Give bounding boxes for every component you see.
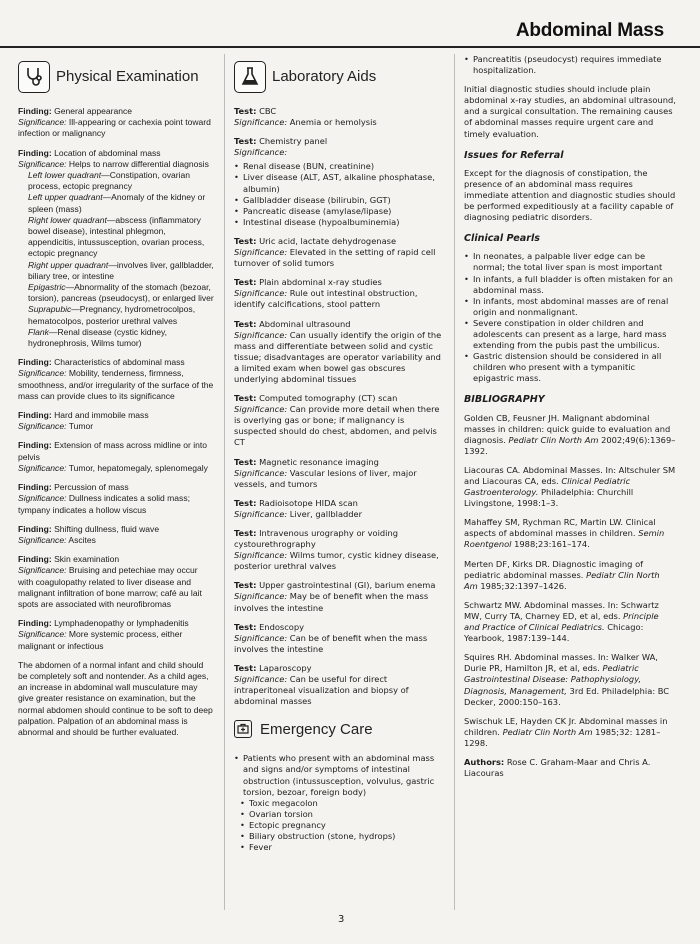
location-term: Left upper quadrant [28, 192, 103, 203]
list-item: • Pancreatic disease (amylase/lipase) [234, 206, 444, 217]
significance-text: Can be of benefit when the mass involves the intestine [234, 632, 428, 654]
test-label: Test: [234, 277, 257, 288]
citation-text: Merten DF, Kirks DR. Diagnostic imaging of pediatric abdominal masses. [464, 558, 644, 580]
location-desc: —abscess (inflammatory bowel disease), intestinal phlegmon, appendicitis, intussusception, ovarian process, ectopic pregnancy [28, 214, 205, 259]
citation-details: Philadelphia: Churchill Livingstone, 1998:1–3. [464, 487, 634, 509]
significance-label: Significance: [18, 493, 67, 504]
citation-text: Squires RH. Abdominal masses. In: Walker WA, Durie PR, Hamilton JR, et al, eds. [464, 652, 658, 674]
location-desc: —involves liver, gallbladder, biliary tree, or intestine [28, 259, 214, 281]
finding-line [18, 357, 214, 368]
significance-label: Significance: [18, 117, 67, 128]
significance-text: Ascites [68, 534, 96, 545]
significance-label: Significance: [18, 565, 67, 576]
pearls-list [464, 251, 676, 384]
test-label: Test: [234, 528, 257, 538]
location-term: Epigastric [28, 282, 66, 293]
location-item [28, 282, 214, 304]
test-line [234, 236, 444, 247]
test-entry [234, 580, 444, 613]
significance-text: Rule out intestinal obstruction, identify calcifications, stool pattern [234, 288, 418, 310]
location-desc: —Renal disease (cystic kidney, hydronephrosis, Wilms tumor) [28, 326, 168, 349]
location-term: Left lower quadrant [28, 170, 102, 181]
test-entry [234, 136, 444, 228]
significance-text: Ill-appearing or cachexia point toward infection or malignancy [18, 117, 211, 139]
significance-text: Vascular lesions of liver, major vessels, and tumors [234, 467, 417, 489]
significance-label: Significance: [18, 534, 67, 545]
right-column [464, 54, 676, 787]
test-text: Magnetic resonance imaging [259, 456, 379, 467]
finding-label: Finding: [18, 357, 52, 368]
finding-entry [18, 524, 214, 546]
citation-source: Pediatric Gastrointestinal Disease: Pathophysiology, Diagnosis, Management, [464, 663, 642, 696]
significance-line [18, 535, 214, 546]
significance-label: Significance: [234, 467, 288, 478]
citation-text: Schwartz MW. Abdominal masses. In: Schwartz MW, Curry TA, Charney ED, et al, eds. [464, 599, 659, 621]
page-number: 3 [338, 914, 345, 925]
finding-label: Finding: [18, 618, 52, 629]
significance-line [234, 550, 444, 572]
significance-label: Significance: [234, 288, 288, 299]
citation-source: Clinical Pediatric Gastroenterology. [464, 476, 631, 498]
test-entry [234, 277, 444, 310]
test-line [234, 528, 444, 550]
finding-line [18, 148, 214, 159]
significance-text: Dullness indicates a solid mass; tympany indicates a hollow viscus [18, 493, 190, 515]
test-entry [234, 319, 444, 386]
finding-entry [18, 482, 214, 516]
bibliography-entry [464, 652, 676, 707]
significance-text: Liver, gallbladder [289, 508, 363, 519]
significance-text: Tumor [68, 421, 94, 432]
test-line [234, 277, 444, 288]
referral-paragraph: Except for the diagnosis of constipation, the presence of an abdominal mass requires immediate attention and diagnostic studies should be performed expeditiously at a facility capable of diagnosing pediatric disorders. [464, 167, 676, 223]
list-item: • Renal disease (BUN, creatinine) [234, 161, 444, 172]
test-entry [234, 106, 444, 128]
citation-details: Chicago: Yearbook, 1987:139–144. [464, 622, 644, 644]
citation-source: Pediatr Clin North Am [502, 726, 593, 737]
significance-line [234, 509, 444, 520]
significance-label: Significance: [18, 158, 67, 169]
significance-line [18, 565, 214, 610]
significance-line [234, 404, 444, 448]
finding-line [18, 410, 214, 421]
pearls-heading: Clinical Pearls [464, 233, 541, 245]
test-text: Plain abdominal x-ray studies [259, 277, 382, 288]
location-term: Right lower quadrant [28, 214, 107, 225]
significance-line [234, 330, 444, 385]
test-entry [234, 498, 444, 520]
location-item [28, 215, 214, 260]
significance-text: May be of benefit when the mass involves the intestine [234, 591, 429, 613]
list-item: • Ectopic pregnancy [240, 820, 444, 831]
test-text: Laparoscopy [259, 662, 312, 673]
location-desc: —Constipation, ovarian process, ectopic pregnancy [28, 170, 191, 192]
finding-entry [18, 106, 214, 140]
significance-line [234, 288, 444, 310]
section-title: Emergency Care [260, 720, 373, 738]
location-desc: —Pregnancy, hydrometrocolpos, hematocolpos, posterior urethral valves [28, 304, 196, 326]
test-label: Test: [234, 318, 257, 329]
location-item [28, 304, 214, 326]
finding-text: General appearance [54, 106, 133, 116]
citation-source: Pediatr Clin North Am [464, 569, 660, 591]
finding-entry [18, 440, 214, 474]
test-label: Test: [234, 393, 257, 404]
test-text: Intravenous urography or voiding cystourethrography [234, 528, 398, 550]
finding-text: Percussion of mass [54, 482, 129, 493]
list-item: • Gastric distension should be considered in all children who present with a tympanitic epigastric mass. [464, 351, 676, 384]
finding-line [18, 618, 214, 629]
finding-label: Finding: [18, 410, 52, 421]
list-item: • Biliary obstruction (stone, hydrops) [240, 831, 444, 842]
bibliography-entry [464, 600, 676, 644]
section-title: Physical Examination [56, 68, 199, 86]
bibliography-entry [464, 517, 676, 550]
test-entry [234, 528, 444, 572]
test-text: CBC [259, 106, 277, 116]
bibliography-entry [464, 559, 676, 592]
finding-entry [18, 410, 214, 432]
significance-text: Bruising and petechiae may occur with coagulopathy related to liver disease and malignant infiltration of bone marrow; café au lait spots are associated with neurofibromas [18, 565, 202, 609]
list-item: • Fever [240, 842, 444, 853]
finding-label: Finding: [18, 147, 52, 158]
significance-label: Significance: [234, 632, 288, 643]
location-desc: —Abnormality of the stomach (bezoar, torsion), pancreas (pseudocyst), or enlarged liver [28, 282, 214, 304]
significance-line [234, 591, 444, 613]
test-entry [234, 393, 444, 448]
test-text: Endoscopy [259, 621, 305, 632]
significance-text: Can be useful for direct intraperitoneal visualization and biopsy of abdominal masses [234, 674, 409, 707]
column-divider [224, 54, 225, 910]
citation-source: Semin Roentgenol [464, 528, 665, 550]
authors-names: Rose C. Graham-Maar and Chris A. Liacouras [464, 756, 651, 779]
significance-line [234, 147, 444, 158]
findings-list [18, 106, 214, 652]
emergency-items [240, 798, 444, 853]
test-label: Test: [234, 662, 257, 673]
test-entry [234, 457, 444, 490]
test-label: Test: [234, 580, 257, 591]
list-item: • Ovarian torsion [240, 809, 444, 820]
lab-column [234, 52, 444, 853]
test-line [234, 106, 444, 117]
test-line [234, 319, 444, 330]
citation-text: Swischuk LE, Hayden CK Jr. Abdominal masses in children. [464, 715, 668, 737]
test-label: Test: [234, 497, 257, 508]
significance-label: Significance: [234, 117, 288, 128]
finding-text: Characteristics of abdominal mass [54, 357, 185, 368]
referral-heading: Issues for Referral [464, 149, 564, 161]
test-line [234, 622, 444, 633]
significance-label: Significance: [234, 674, 288, 685]
physical-exam-header [18, 58, 214, 96]
significance-line [234, 674, 444, 707]
location-desc: —Anomaly of the kidney or spleen (mass) [28, 192, 206, 214]
citation-details: 1985;32:1397–1426. [477, 580, 567, 591]
significance-label: Significance: [18, 368, 67, 379]
bibliography-heading: BIBLIOGRAPHY [464, 394, 545, 406]
finding-label: Finding: [18, 523, 52, 534]
title-rule [0, 46, 700, 48]
finding-text: Shifting dullness, fluid wave [54, 523, 160, 534]
significance-label: Significance: [234, 247, 288, 258]
lab-header [234, 58, 444, 96]
significance-line [234, 247, 444, 269]
test-label: Test: [234, 136, 257, 147]
list-item: • Severe constipation in older children and adolescents can present as a large, hard mass extending from the pubis past the umbilicus. [464, 318, 676, 351]
stethoscope-icon [18, 61, 50, 93]
list-item: • Intestinal disease (hypoalbuminemia) [234, 217, 444, 228]
significance-label: Significance: [234, 404, 288, 415]
list-item: • Gallbladder disease (bilirubin, GGT) [234, 195, 444, 206]
physical-exam-column [18, 52, 214, 746]
list-item: • In neonates, a palpable liver edge can be normal; the total liver span is most important [464, 251, 676, 273]
citation-text: Golden CB, Feusner JH. Malignant abdominal masses in children: quick guide to evaluation and diagnosis. [464, 412, 671, 445]
significance-text: Helps to narrow differential diagnosis [68, 158, 209, 169]
finding-text: Extension of mass across midline or into pelvis [18, 440, 208, 462]
significance-line [18, 159, 214, 170]
test-label: Test: [234, 621, 257, 632]
citation-details: 1985;32: 1281–1298. [464, 726, 661, 748]
finding-text: Skin examination [54, 554, 120, 565]
significance-label: Significance: [234, 508, 288, 519]
emergency-header [234, 715, 444, 743]
bibliography-entry [464, 465, 676, 509]
authors-label: Authors: [464, 756, 505, 767]
significance-text: Can provide more detail when there is overlying gas or bone; if malignancy is suspected should do chest, abdomen, and pelvis CT [234, 404, 440, 448]
bibliography-entry [464, 716, 676, 749]
significance-label: Significance: [234, 550, 288, 561]
bibliography-list [464, 413, 676, 749]
significance-label: Significance: [234, 591, 288, 602]
finding-line [18, 440, 214, 462]
significance-text: More systemic process, either malignant or infectious [18, 629, 183, 651]
list-item: • Liver disease (ALT, AST, alkaline phosphatase, albumin) [234, 172, 444, 194]
finding-entry [18, 357, 214, 402]
significance-text: Wilms tumor, cystic kidney disease, posterior urethral valves [234, 550, 439, 572]
test-text: Computed tomography (CT) scan [259, 393, 398, 404]
finding-text: Lymphadenopathy or lymphadenitis [54, 618, 189, 629]
authors-line [464, 757, 676, 779]
tests-list [234, 106, 444, 707]
column-divider [454, 54, 455, 910]
test-text: Uric acid, lactate dehydrogenase [259, 235, 397, 246]
finding-text: Hard and immobile mass [54, 410, 149, 421]
test-line [234, 498, 444, 509]
significance-line [18, 368, 214, 402]
list-item: • Pancreatitis (pseudocyst) requires immediate hospitalization. [464, 54, 676, 76]
finding-line [18, 482, 214, 493]
closing-paragraph: The abdomen of a normal infant and child should be completely soft and nontender. As a child ages, an increase in abdominal wall musculature may give greater resistance on examination, but the normal abdomen should continue to be soft to deep palpation. Palpation of an abdominal mass is abnormal and should be further evaluated. [18, 659, 213, 737]
significance-line [18, 117, 214, 139]
list-item: • In infants, a full bladder is often mistaken for an abdominal mass. [464, 274, 676, 296]
location-term: Suprapubic [28, 304, 72, 315]
citation-text: Liacouras CA. Abdominal Masses. In: Altschuler SM and Liacouras CA, eds. [464, 464, 676, 486]
location-item [28, 192, 214, 214]
significance-line [234, 633, 444, 655]
page-title: Abdominal Mass [515, 20, 664, 41]
significance-line [18, 629, 214, 651]
citation-details: 3rd Ed. Philadelphia: BC Decker, 2000:150–163. [464, 685, 670, 707]
location-item [28, 260, 214, 282]
significance-text: Anemia or hemolysis [289, 117, 377, 128]
flask-icon [234, 61, 266, 93]
test-text: Upper gastrointestinal (GI), barium enema [259, 580, 436, 591]
significance-line [18, 421, 214, 432]
location-item [28, 170, 214, 192]
test-entry [234, 622, 444, 655]
test-text: Radioisotope HIDA scan [259, 497, 358, 508]
test-entry [234, 236, 444, 269]
citation-details: 2002;49(6):1369–1392. [464, 434, 676, 456]
finding-entry [18, 554, 214, 610]
finding-label: Finding: [18, 482, 52, 493]
significance-label: Significance: [18, 462, 67, 473]
section-title: Laboratory Aids [272, 68, 377, 86]
citation-text: Mahaffey SM, Rychman RC, Martin LW. Clinical aspects of abdominal masses in children. [464, 517, 656, 539]
finding-label: Finding: [18, 554, 52, 565]
finding-label: Finding: [18, 440, 52, 451]
significance-label: Significance: [234, 147, 288, 158]
location-item [28, 327, 214, 349]
citation-source: Pediatr Clin North Am [508, 434, 599, 445]
test-line [234, 393, 444, 404]
significance-line [18, 463, 214, 474]
chemistry-list [234, 161, 444, 228]
significance-label: Significance: [18, 629, 67, 640]
significance-text: Tumor, hepatomegaly, splenomegaly [68, 462, 208, 473]
test-line [234, 580, 444, 591]
test-text: Abdominal ultrasound [259, 318, 351, 329]
significance-text: Elevated in the setting of rapid cell turnover of solid tumors [234, 247, 436, 269]
list-item: • In infants, most abdominal masses are of renal origin and nonmalignant. [464, 296, 676, 318]
location-term: Right upper quadrant [28, 259, 109, 270]
pancreatitis-list [464, 54, 676, 76]
significance-line [18, 493, 214, 515]
finding-entry [18, 148, 214, 350]
test-label: Test: [234, 106, 257, 116]
significance-line [234, 117, 444, 128]
test-text: Chemistry panel [259, 136, 328, 147]
finding-label: Finding: [18, 106, 52, 116]
significance-text: Can usually identify the origin of the mass and differentiate between solid and cystic tissue; disadvantages are operator variability and a limited exam when bowel gas obscures underlying abdominal tissues [234, 329, 442, 384]
citation-details: 1988;23:161–174. [511, 539, 590, 550]
diagnostic-paragraph: Initial diagnostic studies should include plain abdominal x-ray studies, an abdominal ultrasound, and a surgical consultation. The remaining causes of abdominal masses require urgent care and timely evaluation. [464, 84, 676, 139]
finding-text: Location of abdominal mass [54, 147, 161, 158]
significance-text: Mobility, tenderness, firmness, smoothness, and/or irregularity of the surface of the mass can provide clues to its significance [18, 368, 214, 401]
finding-entry [18, 618, 214, 652]
citation-source: Principle and Practice of Clinical Pediatrics. [464, 610, 659, 633]
location-term: Flank [28, 326, 49, 337]
finding-line [18, 554, 214, 565]
first-aid-icon [234, 720, 252, 738]
significance-line [234, 468, 444, 490]
test-label: Test: [234, 235, 257, 246]
bibliography-entry [464, 413, 676, 457]
test-entry [234, 663, 444, 707]
significance-label: Significance: [234, 329, 288, 340]
finding-line [18, 524, 214, 535]
test-line [234, 663, 444, 674]
list-item: • Patients who present with an abdominal mass and signs and/or symptoms of intestinal obstruction (intussusception, volvulus, gastric torsion, bezoar, foreign body) [234, 753, 444, 797]
list-item: • Toxic megacolon [240, 798, 444, 809]
finding-line [18, 106, 214, 117]
test-label: Test: [234, 456, 257, 467]
test-line [234, 457, 444, 468]
emergency-intro-list [234, 753, 444, 797]
significance-label: Significance: [18, 421, 67, 432]
test-line [234, 136, 444, 147]
